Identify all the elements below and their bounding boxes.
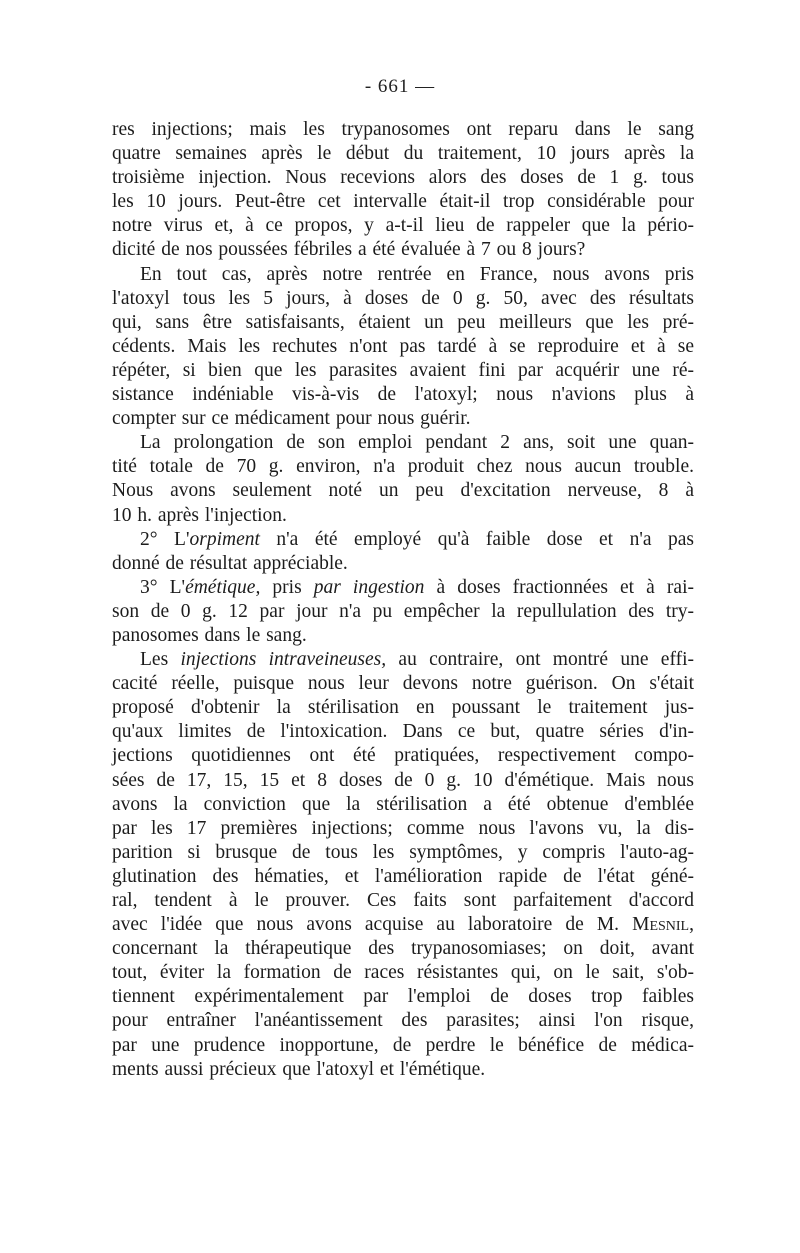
small-caps-run: Mesnil,	[632, 914, 694, 936]
italic-run: émétique,	[185, 576, 261, 598]
text-line: En tout cas, après notre rentrée en France, nous avons pris	[140, 263, 694, 285]
text-line: panosomes dans le sang.	[112, 624, 307, 646]
text-line: 3° L'émétique, pris par ingestion à doses fractionnées et à rai-	[140, 576, 694, 598]
paragraph	[112, 118, 694, 263]
text-line: sistance indéniable vis-à-vis de l'atoxyl; nous n'avions plus à	[112, 384, 694, 406]
paragraph	[112, 528, 694, 576]
text-line: donné de résultat appréciable.	[112, 552, 348, 574]
text-line: Les injections intraveineuses, au contraire, ont montré une effi-	[140, 649, 695, 671]
text-line: 2° L'orpiment n'a été employé qu'à faible dose et n'a pas	[140, 528, 694, 550]
italic-run: par ingestion	[313, 576, 425, 598]
paragraph	[112, 576, 694, 648]
text-line: avons la conviction que la stérilisation a été obtenue d'emblée	[112, 793, 694, 815]
text-line: notre virus et, à ce propos, y a-t-il lieu de rappeler que la pério-	[112, 215, 694, 237]
text-line: tiennent expérimentalement par l'emploi de doses trop faibles	[112, 986, 694, 1008]
text-line: l'atoxyl tous les 5 jours, à doses de 0 g. 50, avec des résultats	[112, 287, 694, 309]
text-line: ral, tendent à le prouver. Ces faits sont parfaitement d'accord	[112, 890, 694, 911]
text-line: proposé d'obtenir la stérilisation en poussant le traitement jus-	[112, 697, 694, 719]
text-line: avec l'idée que nous avons acquise au laboratoire de M. Mesnil,	[112, 914, 694, 936]
text-line: tité totale de 70 g. environ, n'a produit chez nous aucun trouble.	[112, 456, 694, 478]
text-line: glutination des hématies, et l'amélioration rapide de l'état géné-	[112, 865, 694, 887]
page-number: - 661 —	[364, 76, 436, 97]
text-line: 10 h. après l'injection.	[112, 504, 287, 526]
text-line: Nous avons seulement noté un peu d'excitation nerveuse, 8 à	[112, 480, 694, 502]
text-line: parition si brusque de tous les symptômes, y compris l'auto-ag-	[112, 841, 694, 863]
body-text	[112, 118, 694, 1082]
text-line: jections quotidiennes ont été pratiquées, respectivement compo-	[112, 745, 694, 767]
text-line: répéter, si bien que les parasites avaient fini par acquérir une ré-	[112, 359, 694, 381]
text-line: par une prudence inopportune, de perdre le bénéfice de médica-	[112, 1034, 694, 1056]
text-line: La prolongation de son emploi pendant 2 ans, soit une quan-	[140, 432, 694, 454]
italic-run: orpiment	[189, 528, 260, 550]
text-line: compter sur ce médicament pour nous guérir.	[112, 408, 471, 430]
text-line: concernant la thérapeutique des trypanosomiases; on doit, avant	[112, 938, 694, 960]
text-line: quatre semaines après le début du traitement, 10 jours après la	[112, 143, 694, 165]
paragraph	[112, 263, 694, 432]
text-line: res injections; mais les trypanosomes ont reparu dans le sang	[112, 119, 694, 140]
text-line: pour entraîner l'anéantissement des parasites; ainsi l'on risque,	[112, 1010, 694, 1032]
text-line: ments aussi précieux que l'atoxyl et l'émétique.	[112, 1058, 486, 1080]
italic-run: injections intraveineuses,	[180, 649, 387, 671]
text-line: cédents. Mais les rechutes n'ont pas tardé à se reproduire et à se	[112, 335, 694, 357]
text-line: tout, éviter la formation de races résistantes qui, on le sait, s'ob-	[112, 962, 694, 984]
text-line: qu'aux limites de l'intoxication. Dans ce but, quatre séries d'in-	[112, 721, 694, 743]
paragraph	[112, 431, 694, 527]
text-line: cacité réelle, puisque nous leur devons notre guérison. On s'était	[112, 673, 694, 695]
text-line: qui, sans être satisfaisants, étaient un peu meilleurs que les pré-	[112, 311, 694, 333]
paragraph	[112, 648, 694, 1082]
text-line: les 10 jours. Peut-être cet intervalle était-il trop considérable pour	[112, 191, 694, 213]
text-line: troisième injection. Nous recevions alors des doses de 1 g. tous	[112, 167, 694, 189]
text-line: son de 0 g. 12 par jour n'a pu empêcher la repullulation des try-	[112, 600, 694, 622]
text-line: sées de 17, 15, 15 et 8 doses de 0 g. 10 d'émétique. Mais nous	[112, 769, 694, 791]
text-line: par les 17 premières injections; comme nous l'avons vu, la dis-	[112, 817, 694, 839]
text-line: dicité de nos poussées fébriles a été évaluée à 7 ou 8 jours?	[112, 239, 586, 261]
